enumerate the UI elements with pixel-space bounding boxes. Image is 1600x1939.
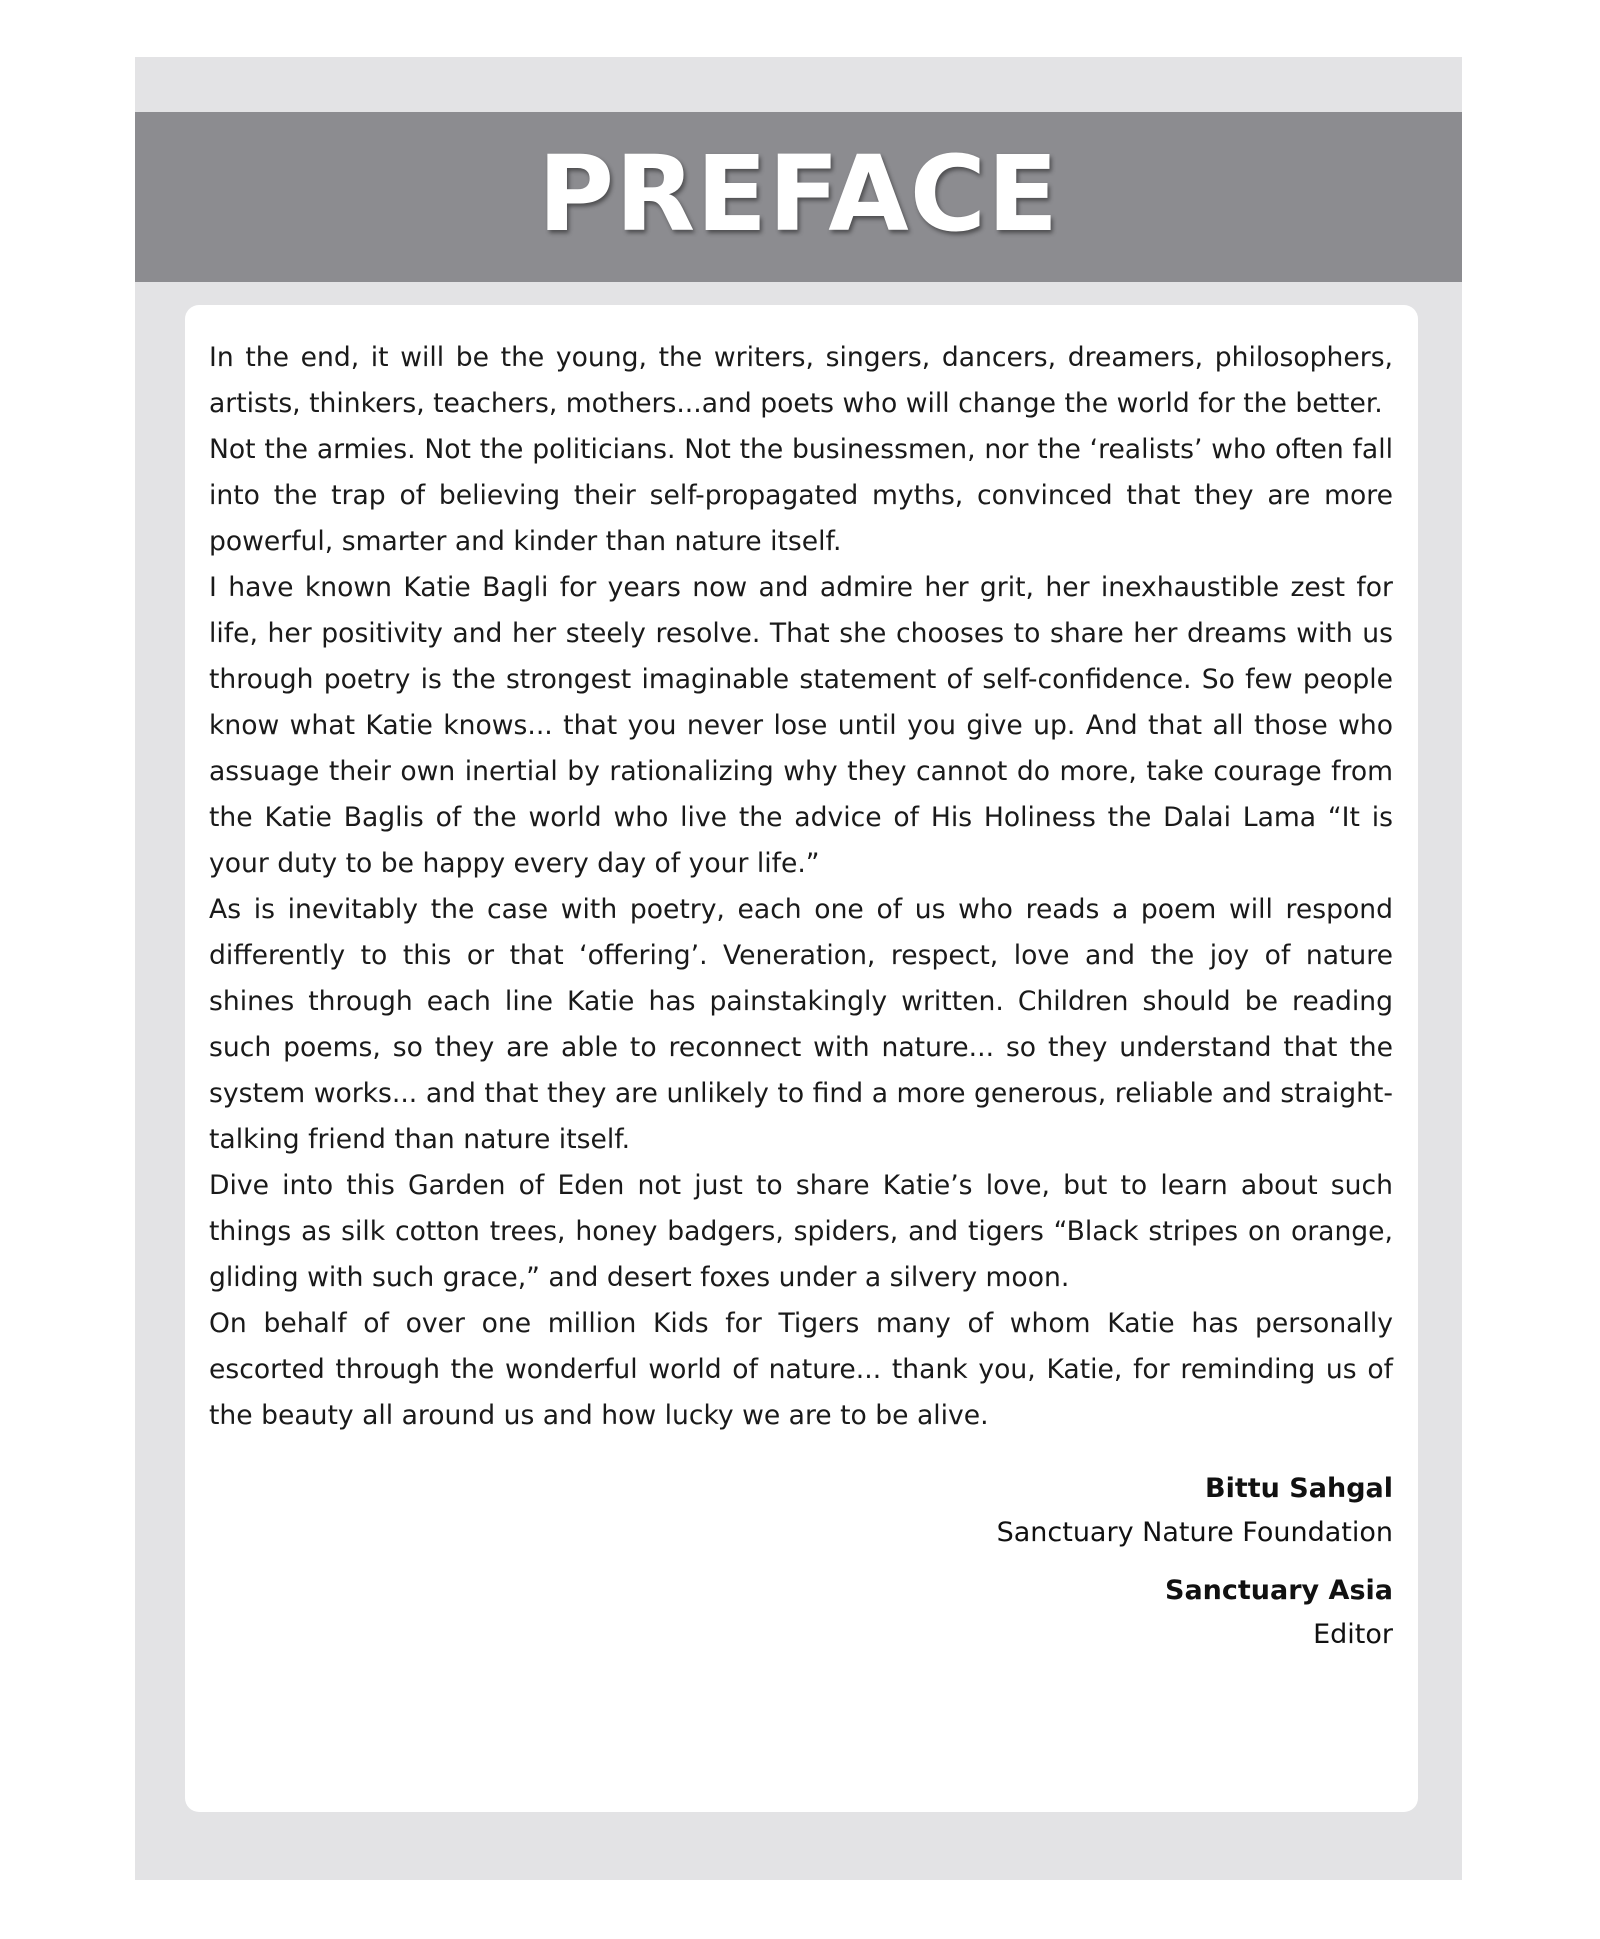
- signature-organization: Sanctuary Nature Foundation: [996, 1517, 1393, 1548]
- preface-body: [209, 335, 1393, 1439]
- signature-role: Editor: [1313, 1619, 1393, 1650]
- paragraph-4: As is inevitably the case with poetry, each one of us who reads a poem will respond differently to this or that ‘offering’. Veneration, respect, love and the joy of nature shines through each line Katie has painstakingly written. Children should be reading such poems, so they are able to reconnect with nature... so they understand that the system works... and that they are unlikely to find a more generous, reliable and straight-talking friend than nature itself.: [209, 894, 1393, 1155]
- signature-publication: Sanctuary Asia: [1165, 1575, 1393, 1606]
- paragraph-2: Not the armies. Not the politicians. Not the businessmen, nor the ‘realists’ who often fall into the trap of believing their self-propagated myths, convinced that they are more powerful, smarter and kinder than nature itself.: [209, 434, 1393, 557]
- page-title: PREFACE: [537, 133, 1060, 255]
- page: [135, 57, 1462, 1880]
- paragraph-3: I have known Katie Bagli for years now and admire her grit, her inexhaustible zest for life, her positivity and her steely resolve. That she chooses to share her dreams with us through poetry is the strongest imaginable statement of self-confidence. So few people know what Katie knows... that you never lose until you give up. And that all those who assuage their own inertial by rationalizing why they cannot do more, take courage from the Katie Baglis of the world who live the advice of His Holiness the Dalai Lama “It is your duty to be happy every day of your life.”: [209, 572, 1393, 879]
- title-band: [135, 112, 1462, 282]
- paragraph-5: Dive into this Garden of Eden not just to share Katie’s love, but to learn about such things as silk cotton trees, honey badgers, spiders, and tigers “Black stripes on orange, gliding with such grace,” and desert foxes under a silvery moon.: [209, 1170, 1393, 1293]
- signature-block: [209, 1467, 1393, 1657]
- signature-spacer: [209, 1555, 1393, 1569]
- paragraph-6: On behalf of over one million Kids for Tigers many of whom Katie has personally escorted through the wonderful world of nature... thank you, Katie, for reminding us of the beauty all around us and how lucky we are to be alive.: [209, 1308, 1393, 1431]
- signature-name: Bittu Sahgal: [1205, 1473, 1393, 1504]
- paragraph-1: In the end, it will be the young, the writers, singers, dancers, dreamers, philosophers, artists, thinkers, teachers, mothers...and poets who will change the world for the better.: [209, 342, 1393, 419]
- preface-card: [185, 305, 1418, 1812]
